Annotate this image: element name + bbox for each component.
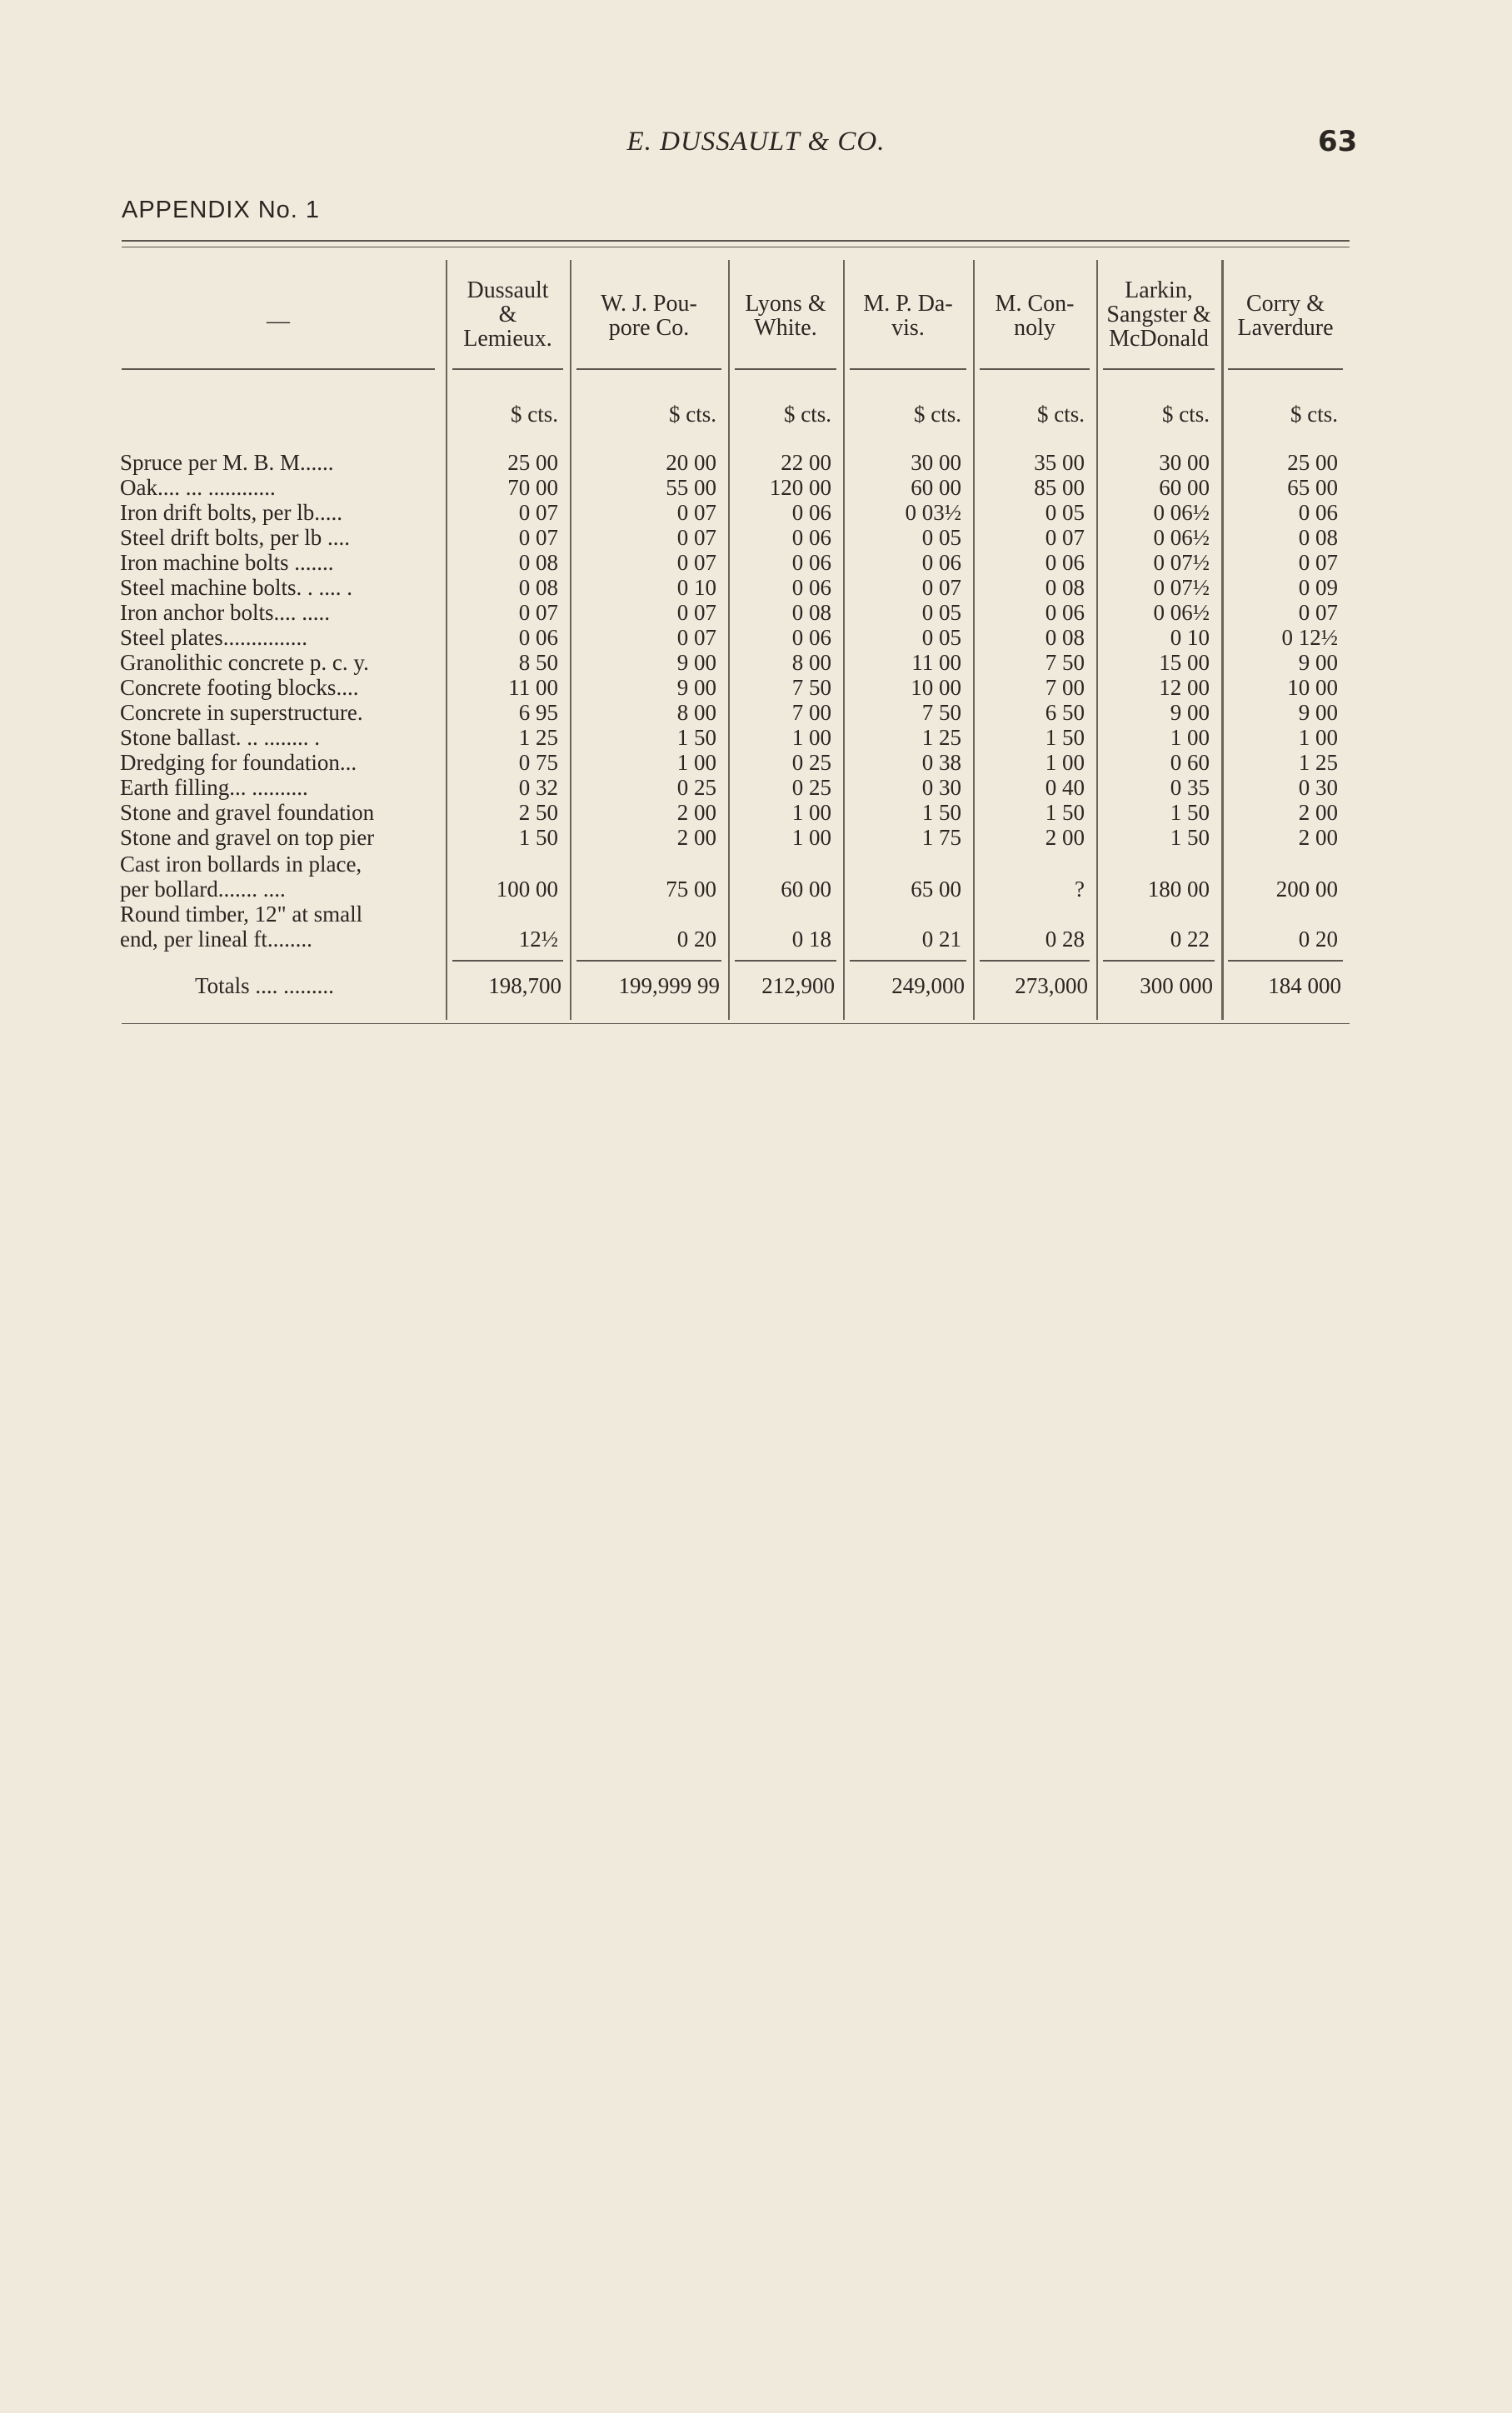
table-cell: 2 00 (676, 800, 716, 825)
table-cell: 0 07 (676, 525, 716, 550)
table-cell: 1 00 (791, 825, 831, 850)
table-cell: 55 00 (666, 475, 716, 500)
table-cell: 0 06 (518, 625, 558, 650)
totals-cell: 198,700 (488, 973, 561, 998)
table-cell: 0 25 (791, 750, 831, 775)
stub-totals-rule (122, 960, 435, 961)
table-cell: 2 00 (1045, 825, 1085, 850)
table-cell: 75 00 (666, 877, 716, 902)
table-cell: 12½ (518, 927, 558, 952)
table-cell: 0 38 (921, 750, 961, 775)
table-cell: 0 09 (1298, 575, 1338, 600)
table-cell: 65 00 (1287, 475, 1338, 500)
totals-rule (735, 960, 836, 962)
table-cell: 0 05 (921, 600, 961, 625)
totals-cell: 212,900 (761, 973, 835, 998)
table-cell: 1 00 (676, 750, 716, 775)
column-header: W. J. Pou- pore Co. (601, 291, 697, 341)
table-cell: 1 25 (518, 725, 558, 750)
table-cell: 0 30 (921, 775, 961, 800)
row-label: Granolithic concrete p. c. y. (120, 650, 369, 675)
column-header: M. Con- noly (995, 291, 1075, 341)
row-label: Iron drift bolts, per lb..... (120, 500, 342, 525)
row-label: Stone and gravel foundation (120, 800, 375, 825)
table-cell: 22 00 (781, 450, 831, 475)
unit-label: $ cts. (511, 402, 558, 427)
column-header: Larkin, Sangster & McDonald (1106, 277, 1211, 352)
totals-cell: 199,999 99 (618, 973, 720, 998)
table-cell: 1 50 (676, 725, 716, 750)
unit-label: $ cts. (1290, 402, 1338, 427)
table-cell: 0 05 (921, 525, 961, 550)
table-cell: 0 06 (791, 550, 831, 575)
table-cell: 0 06 (791, 625, 831, 650)
table-cell: 0 05 (921, 625, 961, 650)
unit-label: $ cts. (914, 402, 961, 427)
table-cell: 0 35 (1170, 775, 1210, 800)
table-cell: 11 00 (911, 650, 961, 675)
table-cell: 100 00 (496, 877, 558, 902)
table-cell: 0 12½ (1281, 625, 1338, 650)
table-cell: 9 00 (1170, 700, 1210, 725)
row-label: Steel machine bolts. . .... . (120, 575, 352, 600)
table-cell: 1 25 (1298, 750, 1338, 775)
table-cell: 1 75 (921, 825, 961, 850)
totals-rule (452, 960, 563, 962)
table-cell: 7 50 (921, 700, 961, 725)
table-cell: 0 20 (1298, 927, 1338, 952)
table-cell: 0 07 (518, 500, 558, 525)
table-cell: 1 50 (1170, 825, 1210, 850)
table-cell: 8 00 (676, 700, 716, 725)
table-cell: 0 40 (1045, 775, 1085, 800)
table-cell: 0 06 (921, 550, 961, 575)
column-header: Corry & Laverdure (1237, 291, 1334, 341)
stub-header: — (267, 308, 290, 334)
row-label: Iron anchor bolts.... ..... (120, 600, 330, 625)
totals-rule (1103, 960, 1215, 962)
row-label: Stone and gravel on top pier (120, 825, 375, 850)
table-cell: 1 25 (921, 725, 961, 750)
table-cell: 0 06 (791, 575, 831, 600)
column-header: M. P. Da- vis. (863, 291, 953, 341)
table-cell: 0 06½ (1153, 525, 1210, 550)
table-cell: 0 07 (1045, 525, 1085, 550)
table-cell: 0 07 (676, 550, 716, 575)
table-cell: 0 22 (1170, 927, 1210, 952)
table-cell: 0 25 (676, 775, 716, 800)
table-cell: 10 00 (1287, 675, 1338, 700)
table-cell: 0 07 (676, 600, 716, 625)
table-cell: 0 07½ (1153, 550, 1210, 575)
table-cell: 9 00 (1298, 650, 1338, 675)
table-cell: 0 60 (1170, 750, 1210, 775)
table-cell: 30 00 (1159, 450, 1210, 475)
table-cell: 0 06 (791, 525, 831, 550)
table-cell: 0 08 (1045, 575, 1085, 600)
table-bottom-rule (122, 1023, 1350, 1024)
table-cell: 1 50 (518, 825, 558, 850)
table-cell: 7 50 (1045, 650, 1085, 675)
table-cell: 0 10 (1170, 625, 1210, 650)
stub-header-rule (122, 368, 435, 370)
table-cell: 6 95 (518, 700, 558, 725)
table-top-rule (122, 240, 1350, 242)
table-cell: 8 00 (791, 650, 831, 675)
column-header-rule (850, 368, 966, 370)
totals-rule (980, 960, 1090, 962)
row-label: Stone ballast. .. ........ . (120, 725, 320, 750)
table-cell: 65 00 (911, 877, 961, 902)
table-cell: 25 00 (507, 450, 558, 475)
table-cell: 7 00 (1045, 675, 1085, 700)
table-cell: 0 25 (791, 775, 831, 800)
unit-label: $ cts. (1162, 402, 1210, 427)
table-cell: 2 00 (1298, 825, 1338, 850)
totals-label: Totals .... ......... (195, 973, 334, 998)
table-cell: 180 00 (1147, 877, 1210, 902)
table-cell: 0 08 (518, 575, 558, 600)
row-label: Round timber, 12" at small end, per lineal ft........ (120, 902, 363, 952)
table-cell: 0 06 (1045, 550, 1085, 575)
unit-label: $ cts. (1037, 402, 1085, 427)
table-cell: 0 21 (921, 927, 961, 952)
table-cell: 0 07 (921, 575, 961, 600)
totals-cell: 249,000 (891, 973, 965, 998)
table-cell: 0 05 (1045, 500, 1085, 525)
totals-cell: 273,000 (1015, 973, 1088, 998)
row-label: Concrete footing blocks.... (120, 675, 359, 700)
totals-cell: 300 000 (1140, 973, 1213, 998)
table-cell: 0 10 (676, 575, 716, 600)
table-cell: 0 06 (791, 500, 831, 525)
table-cell: 0 03½ (905, 500, 961, 525)
row-label: Concrete in superstructure. (120, 700, 363, 725)
totals-rule (850, 960, 966, 962)
table-cell: 8 50 (518, 650, 558, 675)
table-cell: 70 00 (507, 475, 558, 500)
table-cell: 0 07 (676, 500, 716, 525)
table-cell: 0 30 (1298, 775, 1338, 800)
table-cell: 85 00 (1034, 475, 1085, 500)
table-cell: 1 50 (1045, 800, 1085, 825)
column-header-rule (452, 368, 563, 370)
table-cell: 1 50 (921, 800, 961, 825)
table-cell: 7 00 (791, 700, 831, 725)
column-header-rule (1103, 368, 1215, 370)
row-label: Steel plates............... (120, 625, 307, 650)
table-cell: 1 00 (791, 800, 831, 825)
column-header: Lyons & White. (745, 291, 826, 341)
running-head: E. DUSSAULT & CO. (626, 127, 886, 157)
table-cell: 10 00 (911, 675, 961, 700)
table-cell: 120 00 (769, 475, 831, 500)
unit-label: $ cts. (669, 402, 716, 427)
table-cell: 11 00 (508, 675, 558, 700)
page-number: 63 (1318, 125, 1358, 158)
table-cell: 0 08 (791, 600, 831, 625)
row-label: Cast iron bollards in place, per bollard....... .... (120, 852, 362, 902)
table-cell: 0 07 (518, 525, 558, 550)
column-header: Dussault & Lemieux. (463, 277, 552, 352)
row-label: Earth filling... .......... (120, 775, 308, 800)
table-cell: 0 06½ (1153, 500, 1210, 525)
table-cell: 2 00 (676, 825, 716, 850)
table-cell: 0 07 (518, 600, 558, 625)
table-cell: 0 07 (1298, 550, 1338, 575)
row-label: Oak.... ... ............ (120, 475, 276, 500)
table-cell: 0 07½ (1153, 575, 1210, 600)
totals-rule (1228, 960, 1343, 962)
table-cell: 9 00 (1298, 700, 1338, 725)
table-cell: 6 50 (1045, 700, 1085, 725)
totals-rule (576, 960, 721, 962)
table-cell: 1 00 (1045, 750, 1085, 775)
table-cell: 0 32 (518, 775, 558, 800)
appendix-label: APPENDIX No. 1 (122, 197, 321, 223)
column-header-rule (980, 368, 1090, 370)
table-cell: 0 07 (676, 625, 716, 650)
table-cell: ? (1075, 877, 1085, 902)
table-cell: 0 06½ (1153, 600, 1210, 625)
table-cell: 0 08 (518, 550, 558, 575)
table-cell: 60 00 (1159, 475, 1210, 500)
table-cell: 1 00 (1298, 725, 1338, 750)
table-cell: 15 00 (1159, 650, 1210, 675)
table-cell: 1 50 (1170, 800, 1210, 825)
totals-cell: 184 000 (1268, 973, 1341, 998)
table-cell: 60 00 (911, 475, 961, 500)
table-cell: 0 07 (1298, 600, 1338, 625)
table-cell: 0 06 (1045, 600, 1085, 625)
table-cell: 2 00 (1298, 800, 1338, 825)
column-header-rule (576, 368, 721, 370)
table-cell: 0 28 (1045, 927, 1085, 952)
column-header-rule (735, 368, 836, 370)
unit-label: $ cts. (784, 402, 831, 427)
row-label: Dredging for foundation... (120, 750, 357, 775)
table-cell: 0 18 (791, 927, 831, 952)
column-header-rule (1228, 368, 1343, 370)
row-label: Spruce per M. B. M...... (120, 450, 334, 475)
table-cell: 0 20 (676, 927, 716, 952)
table-cell: 7 50 (791, 675, 831, 700)
table-cell: 12 00 (1159, 675, 1210, 700)
table-cell: 9 00 (676, 675, 716, 700)
table-cell: 0 75 (518, 750, 558, 775)
row-label: Iron machine bolts ....... (120, 550, 334, 575)
table-cell: 0 06 (1298, 500, 1338, 525)
row-label: Steel drift bolts, per lb .... (120, 525, 350, 550)
table-cell: 0 08 (1298, 525, 1338, 550)
table-cell: 0 08 (1045, 625, 1085, 650)
table-cell: 9 00 (676, 650, 716, 675)
table-cell: 1 00 (791, 725, 831, 750)
table-cell: 1 50 (1045, 725, 1085, 750)
table-cell: 1 00 (1170, 725, 1210, 750)
table-cell: 200 00 (1275, 877, 1338, 902)
table-cell: 25 00 (1287, 450, 1338, 475)
table-cell: 35 00 (1034, 450, 1085, 475)
table-cell: 60 00 (781, 877, 831, 902)
table-cell: 30 00 (911, 450, 961, 475)
table-cell: 2 50 (518, 800, 558, 825)
table-cell: 20 00 (666, 450, 716, 475)
